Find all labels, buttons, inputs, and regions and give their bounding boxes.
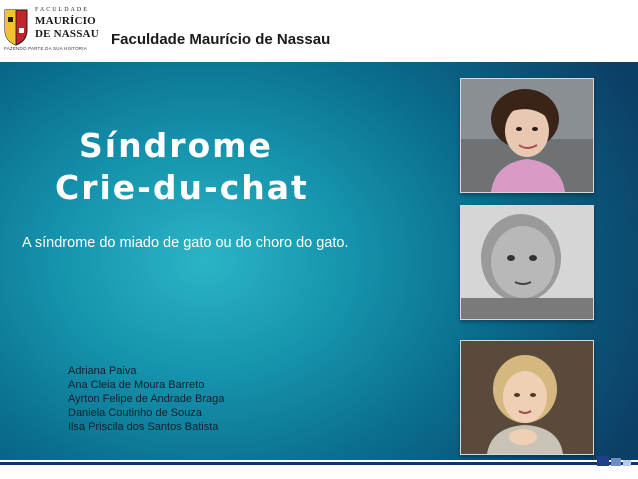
author-name: Ana Cleia de Moura Barreto xyxy=(68,379,205,391)
logo-name-line1: MAURÍCIO xyxy=(35,15,96,27)
author-name: Daniela Coutinho de Souza xyxy=(68,407,202,419)
footer-square-icon xyxy=(597,456,609,466)
patient-photo-baby xyxy=(460,205,594,320)
photo-illustration xyxy=(461,206,593,319)
author-name: Ilsa Priscila dos Santos Batista xyxy=(68,421,219,433)
slide-subtitle: A síndrome do miado de gato ou do choro do gato. xyxy=(22,235,349,251)
title-line-1: Síndrome xyxy=(79,126,273,165)
header xyxy=(0,0,638,62)
slide-title xyxy=(55,125,309,209)
faculty-logo xyxy=(4,4,100,54)
photo-illustration xyxy=(461,79,593,192)
author-list xyxy=(68,364,224,434)
photo-illustration xyxy=(461,341,593,454)
logo-tagline: FAZENDO PARTE DA SUA HISTÓRIA xyxy=(4,46,87,51)
footer-bar xyxy=(0,462,638,465)
author-name: Adriana Paiva xyxy=(68,365,137,377)
footer-square-icon xyxy=(623,460,631,466)
institution-name: Faculdade Maurício de Nassau xyxy=(111,31,331,48)
patient-photo-toddler xyxy=(460,340,594,455)
logo-small-text: FACULDADE xyxy=(35,7,89,13)
logo-name-line2: DE NASSAU xyxy=(35,28,99,40)
author-name: Ayrton Felipe de Andrade Braga xyxy=(68,393,225,405)
patient-photo-girl xyxy=(460,78,594,193)
title-line-2: Crie-du-chat xyxy=(55,168,309,207)
footer-square-icon xyxy=(611,458,621,466)
crest-icon xyxy=(4,8,28,46)
